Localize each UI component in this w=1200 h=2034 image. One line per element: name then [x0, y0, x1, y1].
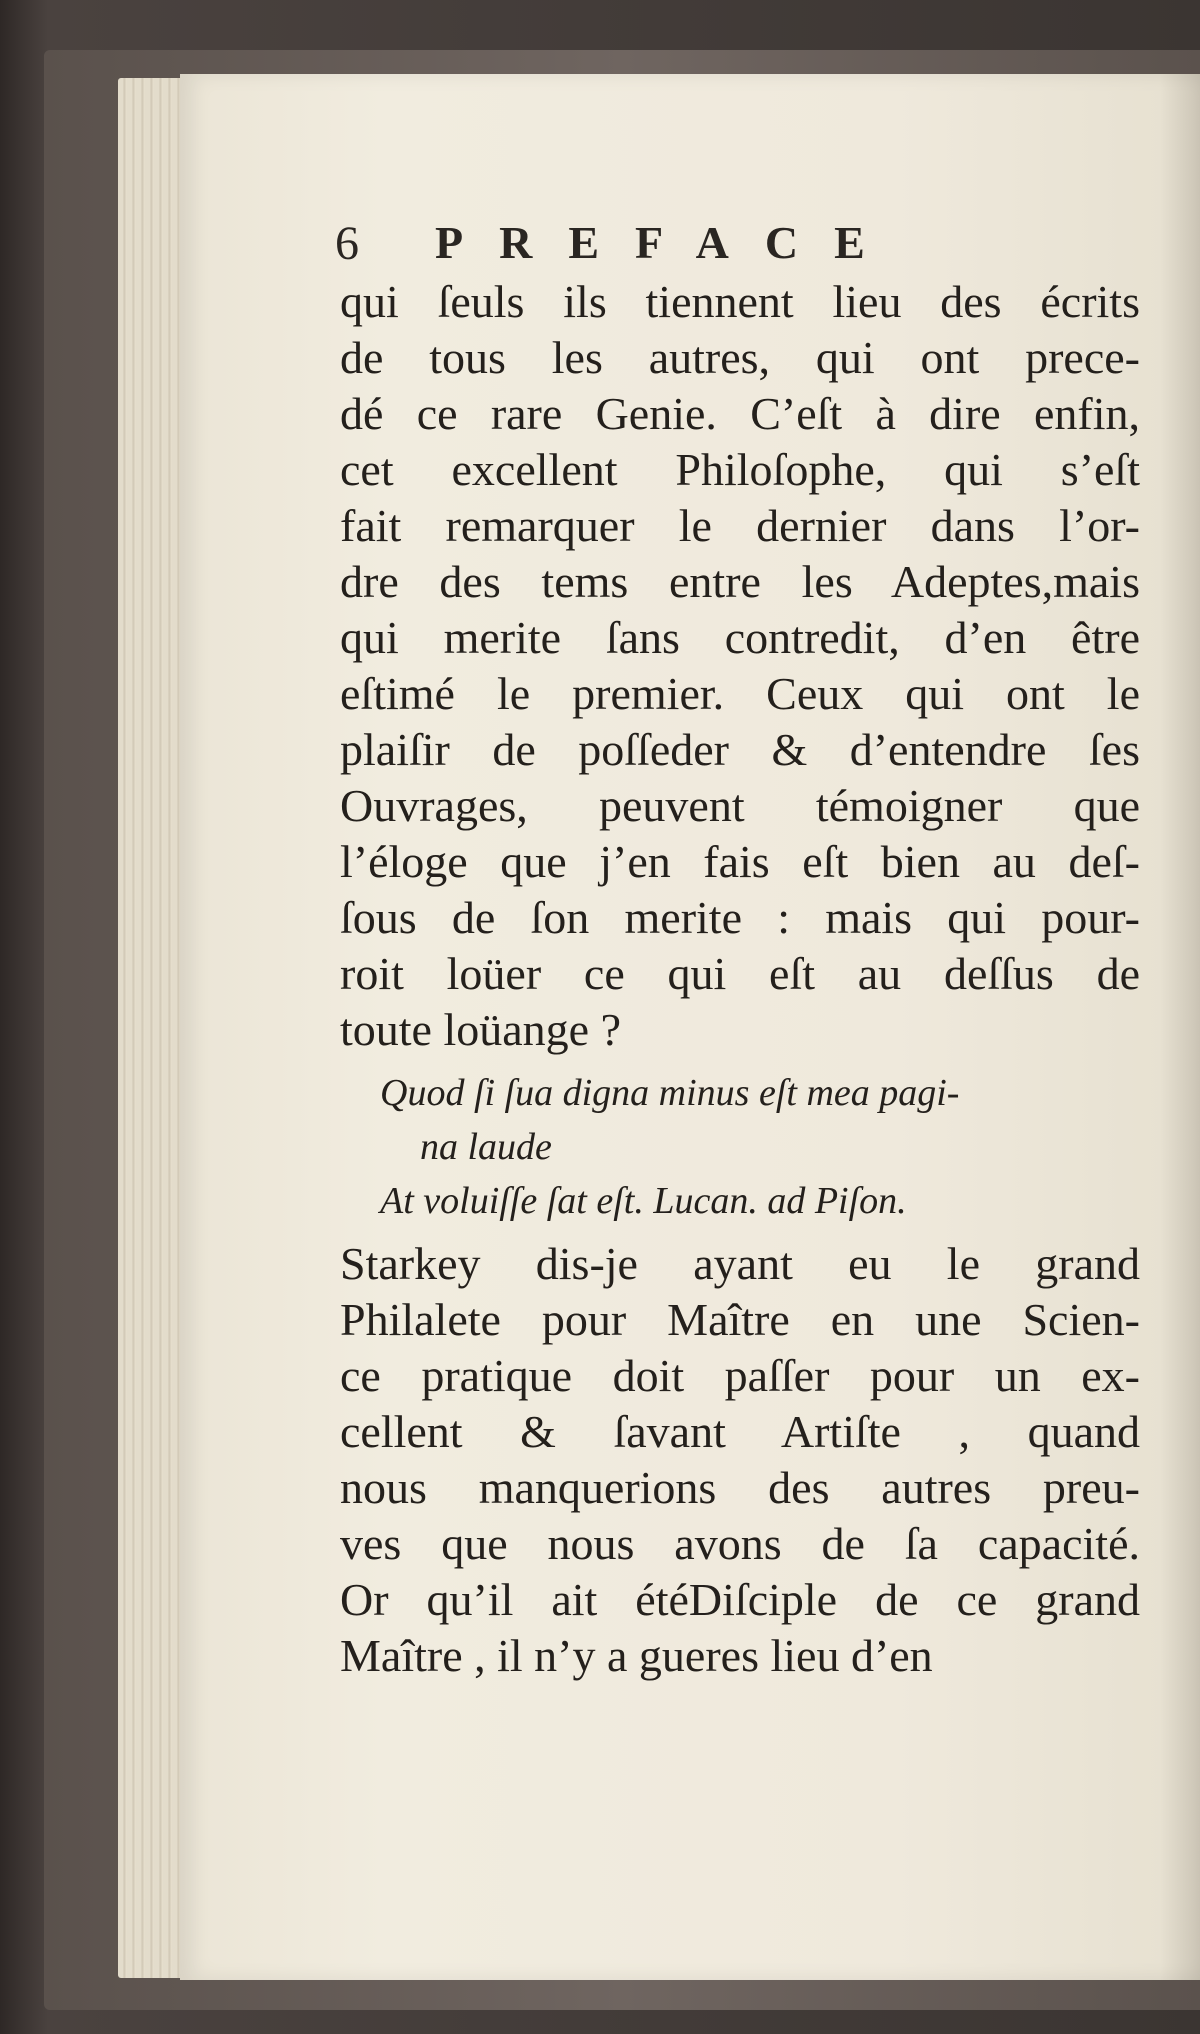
text-line: cellent & ſavant Artiſte , quand [340, 1406, 1140, 1457]
text-line: Ouvrages, peuvent témoigner que [340, 780, 1140, 831]
spacer [340, 1058, 1140, 1066]
text-line: qui ſeuls ils tiennent lieu des écrits [340, 276, 1140, 327]
text-line: fait remarquer le dernier dans l’or- [340, 500, 1140, 551]
text-line: toute loüange ? [340, 1004, 622, 1055]
text-line: qui merite ſans contredit, d’en être [340, 612, 1140, 663]
page-number: 6 [335, 217, 359, 270]
text-line: eſtimé le premier. Ceux qui ont le [340, 668, 1140, 719]
spine-shadow [1160, 74, 1200, 1980]
text-line: Philalete pour Maître en une Scien- [340, 1294, 1140, 1345]
text-line: ves que nous avons de ſa capacité. [340, 1518, 1140, 1569]
text-line: ce pratique doit paſſer pour un ex- [340, 1350, 1140, 1401]
text-line: de tous les autres, qui ont prece- [340, 332, 1140, 383]
latin-quote-line: na laude [420, 1126, 552, 1168]
text-line: cet excellent Philoſophe, qui s’eſt [340, 444, 1140, 495]
running-title: PREFACE [435, 217, 901, 268]
text-line: Starkey dis-je ayant eu le grand [340, 1238, 1140, 1289]
text-line: nous manquerions des autres preu- [340, 1462, 1140, 1513]
text-line: Or qu’il ait étéDiſciple de ce grand [340, 1574, 1140, 1625]
text-line: plaiſir de poſſeder & d’entendre ſes [340, 724, 1140, 775]
text-line: ſous de ſon merite : mais qui pour- [340, 892, 1140, 943]
text-line: roit loüer ce qui eſt au deſſus de [340, 948, 1140, 999]
text-line: dé ce rare Genie. C’eſt à dire enfin, [340, 388, 1140, 439]
latin-quote-line: Quod ſi ſua digna minus eſt mea pagi- [380, 1072, 960, 1114]
page-header [335, 212, 1135, 282]
page-text [340, 274, 1140, 1684]
latin-quote-citation: At voluiſſe ſat eſt. Lucan. ad Piſon. [380, 1180, 907, 1222]
text-line: dre des tems entre les Adeptes,mais [340, 556, 1140, 607]
spacer [340, 1228, 1140, 1236]
text-line: l’éloge que j’en fais eſt bien au deſ- [340, 836, 1140, 887]
book-page [180, 74, 1200, 1980]
text-line: Maître , il n’y a gueres lieu d’en [340, 1630, 933, 1681]
